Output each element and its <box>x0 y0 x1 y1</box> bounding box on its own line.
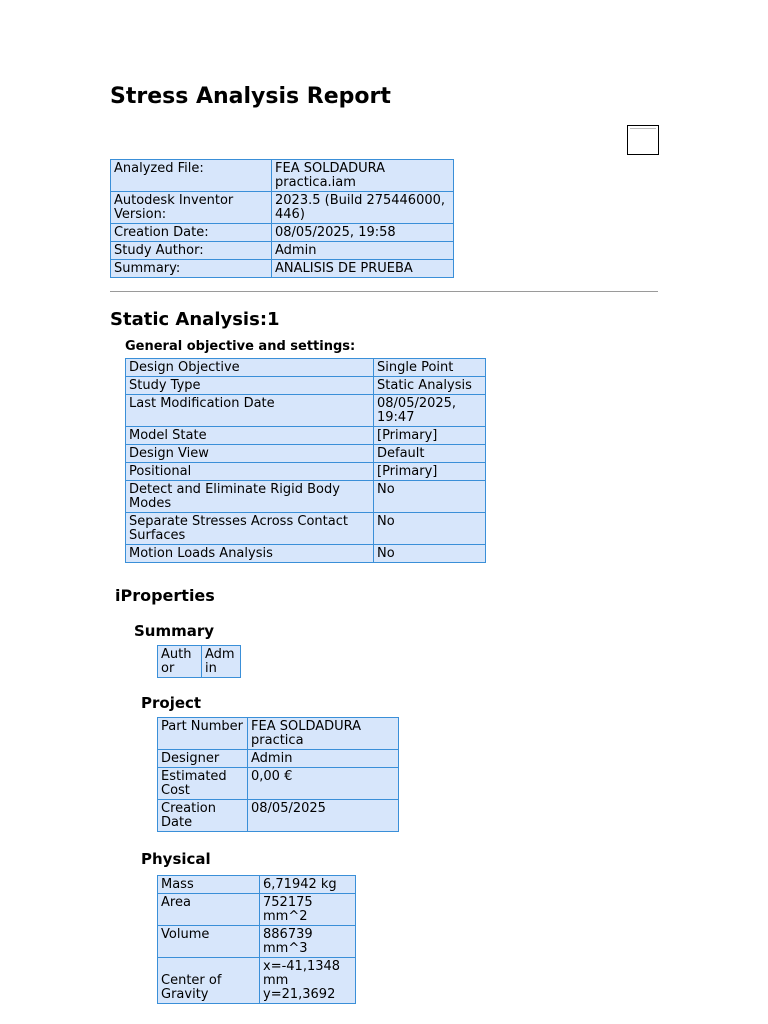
settings-heading: General objective and settings: <box>125 339 356 354</box>
settings-value: Default <box>374 445 486 463</box>
physical-value: 752175 mm^2 <box>260 894 356 926</box>
project-value: Admin <box>248 750 399 768</box>
settings-label: Separate Stresses Across Contact Surfaces <box>126 513 374 545</box>
settings-value: [Primary] <box>374 427 486 445</box>
table-row <box>158 646 241 678</box>
physical-label: Area <box>158 894 260 926</box>
summary-value: Admin <box>202 646 241 678</box>
info-value: 2023.5 (Build 275446000, 446) <box>272 192 454 224</box>
info-label: Creation Date: <box>111 224 272 242</box>
table-row <box>158 876 356 894</box>
project-title: Project <box>141 694 202 712</box>
physical-title: Physical <box>141 850 211 868</box>
table-row <box>111 260 454 278</box>
project-label: Creation Date <box>158 800 248 832</box>
project-table <box>157 717 399 832</box>
settings-value: No <box>374 481 486 513</box>
physical-value: 886739 mm^3 <box>260 926 356 958</box>
table-row <box>126 427 486 445</box>
settings-table <box>125 358 486 563</box>
table-row <box>126 359 486 377</box>
settings-value: No <box>374 545 486 563</box>
table-row <box>111 242 454 260</box>
table-row <box>126 395 486 427</box>
table-row <box>158 750 399 768</box>
table-row <box>158 926 356 958</box>
table-row <box>126 445 486 463</box>
info-value: FEA SOLDADURA practica.iam <box>272 160 454 192</box>
info-value: 08/05/2025, 19:58 <box>272 224 454 242</box>
table-row <box>158 768 399 800</box>
project-label: Part Number <box>158 718 248 750</box>
project-value: 0,00 € <box>248 768 399 800</box>
summary-label: Author <box>158 646 202 678</box>
project-label: Designer <box>158 750 248 768</box>
table-row <box>111 160 454 192</box>
physical-value: x=-41,1348 mm y=21,3692 <box>260 958 356 1004</box>
table-row <box>126 513 486 545</box>
settings-label: Study Type <box>126 377 374 395</box>
table-row <box>158 894 356 926</box>
physical-label: Center of Gravity <box>158 958 260 1004</box>
project-value: 08/05/2025 <box>248 800 399 832</box>
settings-label: Design View <box>126 445 374 463</box>
summary-table <box>157 645 241 678</box>
table-row <box>126 463 486 481</box>
settings-label: Positional <box>126 463 374 481</box>
table-row <box>158 718 399 750</box>
project-label: Estimated Cost <box>158 768 248 800</box>
settings-value: Single Point <box>374 359 486 377</box>
settings-value: [Primary] <box>374 463 486 481</box>
settings-value: No <box>374 513 486 545</box>
info-value: Admin <box>272 242 454 260</box>
table-row <box>126 377 486 395</box>
settings-label: Detect and Eliminate Rigid Body Modes <box>126 481 374 513</box>
settings-value: 08/05/2025, 19:47 <box>374 395 486 427</box>
info-label: Autodesk Inventor Version: <box>111 192 272 224</box>
iproperties-title: iProperties <box>115 586 215 605</box>
info-label: Analyzed File: <box>111 160 272 192</box>
info-label: Summary: <box>111 260 272 278</box>
project-value: FEA SOLDADURA practica <box>248 718 399 750</box>
summary-title: Summary <box>134 622 215 640</box>
table-row <box>111 192 454 224</box>
table-row <box>126 545 486 563</box>
table-row <box>158 800 399 832</box>
file-info-table <box>110 159 454 278</box>
info-value: ANALISIS DE PRUEBA <box>272 260 454 278</box>
settings-label: Motion Loads Analysis <box>126 545 374 563</box>
table-row <box>158 958 356 1004</box>
section-divider <box>110 291 658 292</box>
settings-label: Last Modification Date <box>126 395 374 427</box>
info-label: Study Author: <box>111 242 272 260</box>
physical-table <box>157 875 356 1004</box>
settings-value: Static Analysis <box>374 377 486 395</box>
settings-label: Design Objective <box>126 359 374 377</box>
table-row <box>111 224 454 242</box>
physical-label: Volume <box>158 926 260 958</box>
settings-label: Model State <box>126 427 374 445</box>
report-title: Stress Analysis Report <box>110 84 391 109</box>
table-row <box>126 481 486 513</box>
physical-value: 6,71942 kg <box>260 876 356 894</box>
static-analysis-title: Static Analysis:1 <box>110 309 280 330</box>
model-thumbnail[interactable] <box>627 125 659 155</box>
physical-label: Mass <box>158 876 260 894</box>
